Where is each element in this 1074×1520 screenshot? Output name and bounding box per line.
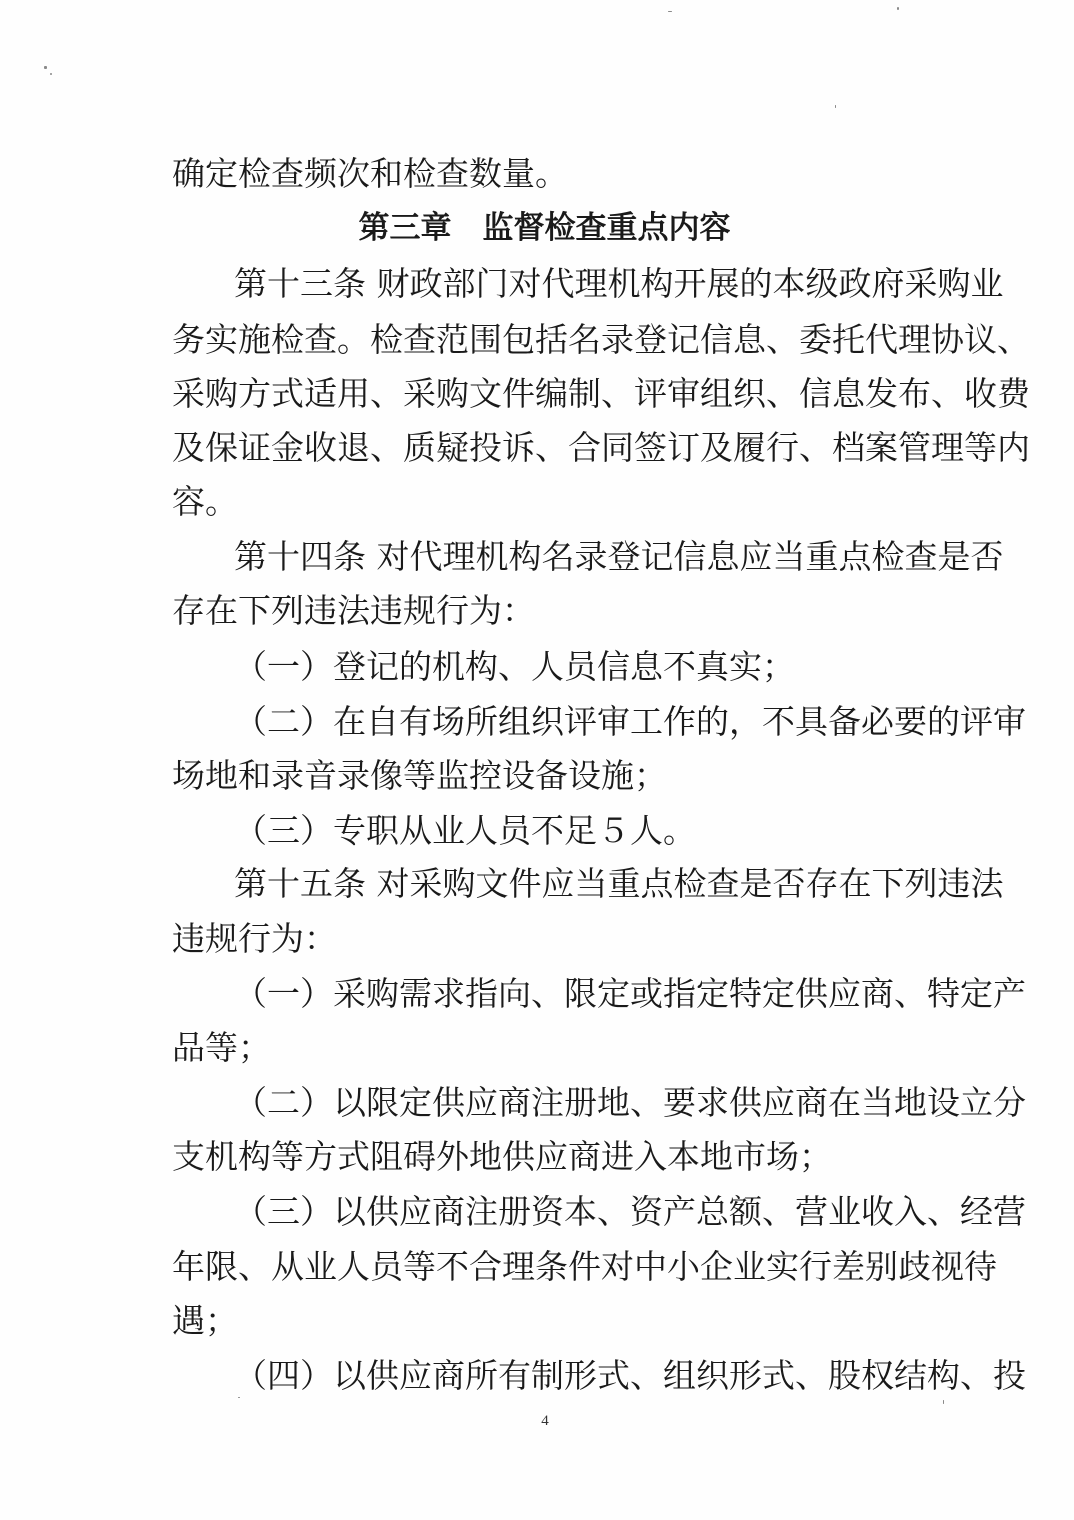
chapter-heading: 第三章 监督检查重点内容 [358,210,731,246]
text-line: 确定检查频次和检查数量。 [172,154,568,193]
text-line: 品等； [172,1028,271,1067]
scan-speck [943,1400,944,1404]
text-line: 支机构等方式阻碍外地供应商进入本地市场； [172,1137,832,1176]
scan-speck [668,11,672,12]
text-line: 及保证金收退、质疑投诉、合同签订及履行、档案管理等内 [172,428,1030,467]
list-item: （二）在自有场所组织评审工作的，不具备必要的评审 [234,702,1026,741]
text-line: 容。 [172,482,238,521]
text-line: 场地和录音录像等监控设备设施； [172,756,667,795]
text-line: 违规行为： [172,919,337,958]
list-item: （三）以供应商注册资本、资产总额、营业收入、经营 [234,1192,1026,1231]
text-line: 务实施检查。检查范围包括名录登记信息、委托代理协议、 [172,320,1030,359]
text-line: 遇； [172,1301,238,1340]
text-line: 年限、从业人员等不合理条件对中小企业实行差别歧视待 [172,1247,997,1286]
list-item: （一）采购需求指向、限定或指定特定供应商、特定产 [234,974,1026,1013]
article-13-line: 第十三条 财政部门对代理机构开展的本级政府采购业 [234,264,1004,303]
article-15-line: 第十五条 对采购文件应当重点检查是否存在下列违法 [234,864,1004,903]
page-number: 4 [541,1413,549,1429]
text-line: 存在下列违法违规行为： [172,591,535,630]
scan-speck [50,73,52,75]
list-item: （四）以供应商所有制形式、组织形式、股权结构、投 [234,1356,1026,1395]
list-item: （二）以限定供应商注册地、要求供应商在当地设立分 [234,1083,1026,1122]
article-14-line: 第十四条 对代理机构名录登记信息应当重点检查是否 [234,537,1004,576]
text-line: 采购方式适用、采购文件编制、评审组织、信息发布、收费 [172,374,1030,413]
list-item: （一）登记的机构、人员信息不真实； [234,647,795,686]
scan-speck [44,66,47,69]
scan-speck [835,105,836,108]
scan-speck [897,7,899,10]
list-item: （三）专职从业人员不足５人。 [234,811,696,850]
